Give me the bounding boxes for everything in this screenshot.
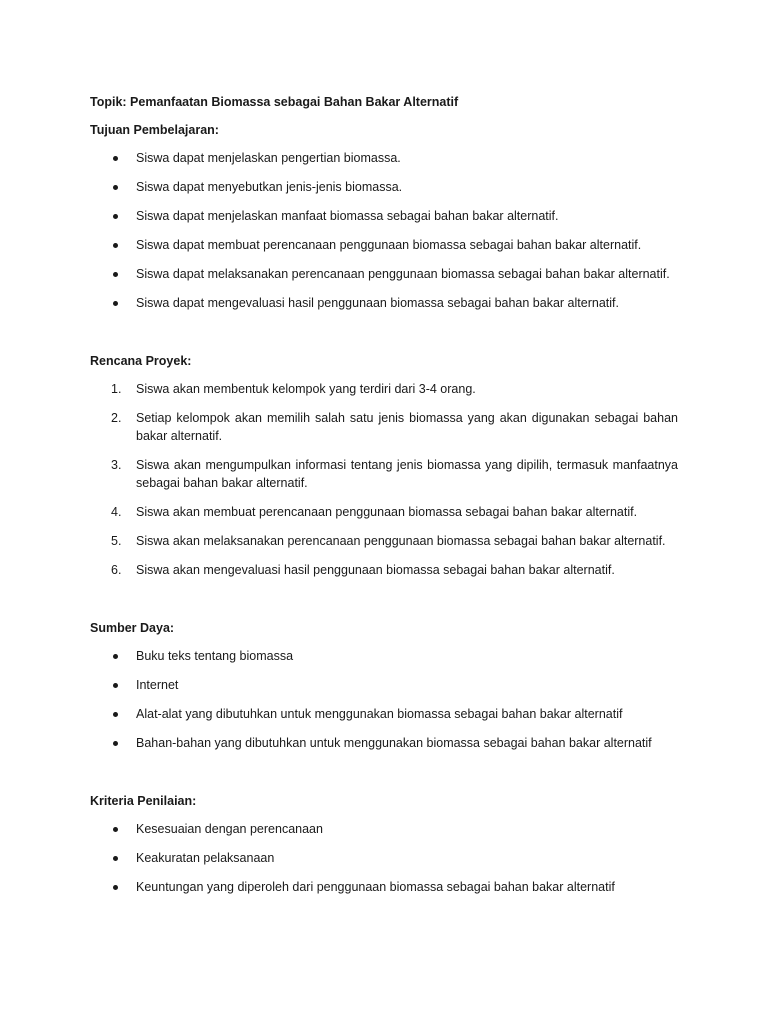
- spacer: [90, 590, 678, 619]
- spacer: [90, 763, 678, 792]
- bullet-icon: [113, 827, 118, 832]
- list-item: [90, 878, 678, 896]
- document-page: [90, 93, 678, 907]
- bullet-icon: [113, 856, 118, 861]
- list-item: [90, 503, 678, 521]
- bullet-icon: [113, 712, 118, 717]
- list-item-text: Siswa akan membentuk kelompok yang terdiri dari 3-4 orang.: [136, 382, 476, 396]
- list-item-text: Siswa dapat menyebutkan jenis-jenis biomassa.: [136, 180, 403, 194]
- list-item: [90, 294, 678, 312]
- list-number: 5.: [111, 534, 122, 548]
- learning-goals-heading: Tujuan Pembelajaran:: [90, 123, 219, 137]
- spacer: [90, 323, 678, 352]
- list-item: [90, 561, 678, 579]
- list-item: [90, 149, 678, 167]
- spacer: [90, 370, 678, 380]
- bullet-icon: [113, 243, 118, 248]
- list-item: [90, 820, 678, 838]
- list-item: [90, 265, 678, 283]
- list-item-text: Siswa dapat mengevaluasi hasil penggunaan biomassa sebagai bahan bakar alternatif.: [136, 296, 619, 310]
- resources-heading: Sumber Daya:: [90, 621, 175, 635]
- list-item-text: Alat-alat yang dibutuhkan untuk menggunakan biomassa sebagai bahan bakar alternatif: [136, 707, 623, 721]
- learning-goals-list: [90, 149, 678, 312]
- list-item-text: Keakuratan pelaksanaan: [136, 851, 275, 865]
- list-item: [90, 849, 678, 867]
- list-item-text: Buku teks tentang biomassa: [136, 649, 294, 663]
- bullet-icon: [113, 683, 118, 688]
- list-item-text: Internet: [136, 678, 179, 692]
- list-number: 1.: [111, 382, 122, 396]
- list-item-text: Bahan-bahan yang dibutuhkan untuk menggunakan biomassa sebagai bahan bakar alternatif: [136, 736, 652, 750]
- list-item-text: Keuntungan yang diperoleh dari penggunaan biomassa sebagai bahan bakar alternatif: [136, 880, 615, 894]
- spacer: [90, 810, 678, 820]
- list-item: [90, 380, 678, 398]
- bullet-icon: [113, 885, 118, 890]
- spacer: [90, 111, 678, 121]
- list-item-text: Siswa akan mengevaluasi hasil penggunaan biomassa sebagai bahan bakar alternatif.: [136, 563, 615, 577]
- project-plan-list: [90, 380, 678, 579]
- list-number: 2.: [111, 411, 122, 425]
- list-item: [90, 456, 678, 492]
- bullet-icon: [113, 301, 118, 306]
- list-item-text: Siswa dapat menjelaskan pengertian biomassa.: [136, 151, 401, 165]
- list-item: [90, 236, 678, 254]
- topic-title: Topik: Pemanfaatan Biomassa sebagai Bahan Bakar Alternatif: [90, 95, 459, 109]
- list-item: [90, 705, 678, 723]
- project-plan-heading: Rencana Proyek:: [90, 354, 192, 368]
- resources-list: [90, 647, 678, 752]
- list-item: [90, 647, 678, 665]
- list-item-text: Siswa akan mengumpulkan informasi tentang jenis biomassa yang dipilih, termasuk manfaatnya sebagai bahan bakar alternatif.: [136, 458, 678, 490]
- list-item: [90, 532, 678, 550]
- list-item-text: Siswa akan membuat perencanaan penggunaan biomassa sebagai bahan bakar alternatif.: [136, 505, 638, 519]
- list-item-text: Siswa dapat melaksanakan perencanaan penggunaan biomassa sebagai bahan bakar alternatif.: [136, 267, 670, 281]
- list-item-text: Siswa dapat membuat perencanaan penggunaan biomassa sebagai bahan bakar alternatif.: [136, 238, 642, 252]
- spacer: [90, 637, 678, 647]
- list-item: [90, 178, 678, 196]
- list-item-text: Siswa akan melaksanakan perencanaan penggunaan biomassa sebagai bahan bakar alternatif.: [136, 534, 666, 548]
- list-number: 4.: [111, 505, 122, 519]
- list-number: 3.: [111, 458, 122, 472]
- bullet-icon: [113, 654, 118, 659]
- bullet-icon: [113, 741, 118, 746]
- list-item: [90, 734, 678, 752]
- list-item: [90, 676, 678, 694]
- list-item: [90, 409, 678, 445]
- bullet-icon: [113, 185, 118, 190]
- list-item-text: Setiap kelompok akan memilih salah satu jenis biomassa yang akan digunakan sebagai bahan bakar alternatif.: [136, 411, 678, 443]
- bullet-icon: [113, 214, 118, 219]
- list-item-text: Siswa dapat menjelaskan manfaat biomassa sebagai bahan bakar alternatif.: [136, 209, 559, 223]
- spacer: [90, 139, 678, 149]
- list-item-text: Kesesuaian dengan perencanaan: [136, 822, 323, 836]
- bullet-icon: [113, 156, 118, 161]
- list-number: 6.: [111, 563, 122, 577]
- assessment-list: [90, 820, 678, 896]
- assessment-heading: Kriteria Penilaian:: [90, 794, 197, 808]
- bullet-icon: [113, 272, 118, 277]
- list-item: [90, 207, 678, 225]
